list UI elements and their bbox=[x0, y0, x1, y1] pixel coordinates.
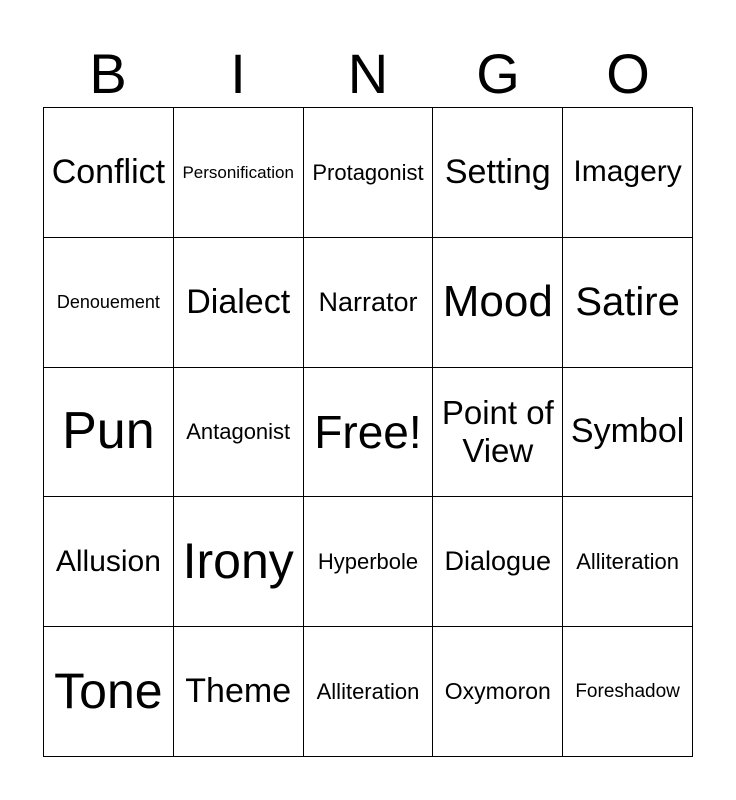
header-letter-i: I bbox=[230, 42, 246, 105]
bingo-cell: Antagonist bbox=[174, 368, 304, 498]
bingo-header bbox=[43, 44, 693, 104]
bingo-cell: Alliteration bbox=[304, 627, 434, 757]
bingo-cell: Point of View bbox=[433, 368, 563, 498]
bingo-cell: Dialogue bbox=[433, 497, 563, 627]
bingo-cell: Narrator bbox=[304, 238, 434, 368]
header-letter-o: O bbox=[606, 42, 650, 105]
bingo-cell: Allusion bbox=[44, 497, 174, 627]
bingo-cell: Foreshadow bbox=[563, 627, 693, 757]
bingo-cell: Mood bbox=[433, 238, 563, 368]
bingo-cell: Denouement bbox=[44, 238, 174, 368]
bingo-cell: Alliteration bbox=[563, 497, 693, 627]
header-letter-g: G bbox=[476, 42, 520, 105]
bingo-board bbox=[43, 107, 693, 757]
header-letter-n: N bbox=[347, 42, 389, 105]
bingo-cell: Oxymoron bbox=[433, 627, 563, 757]
bingo-cell: Satire bbox=[563, 238, 693, 368]
header-letter-b: B bbox=[89, 42, 127, 105]
bingo-cell: Conflict bbox=[44, 108, 174, 238]
bingo-cell: Hyperbole bbox=[304, 497, 434, 627]
bingo-cell: Imagery bbox=[563, 108, 693, 238]
bingo-cell-free: Free! bbox=[304, 368, 434, 498]
bingo-cell: Irony bbox=[174, 497, 304, 627]
bingo-cell: Pun bbox=[44, 368, 174, 498]
bingo-cell: Tone bbox=[44, 627, 174, 757]
bingo-cell: Dialect bbox=[174, 238, 304, 368]
bingo-cell: Setting bbox=[433, 108, 563, 238]
bingo-cell: Protagonist bbox=[304, 108, 434, 238]
bingo-cell: Theme bbox=[174, 627, 304, 757]
bingo-cell: Symbol bbox=[563, 368, 693, 498]
bingo-cell: Personification bbox=[174, 108, 304, 238]
